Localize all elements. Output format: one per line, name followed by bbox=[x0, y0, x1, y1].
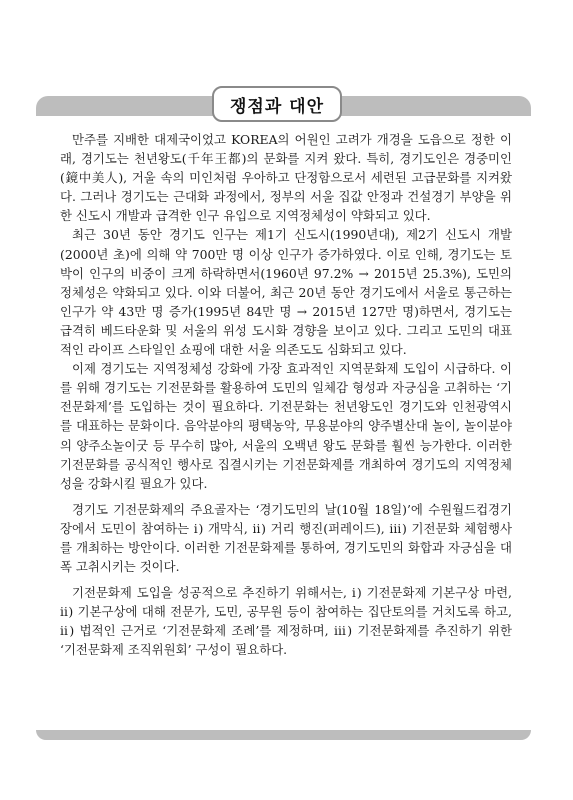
paragraph-festival-plan: 경기도 기전문화제의 주요골자는 ‘경기도민의 날(10월 18일)’에 수원월드컵경기장에서 도민이 참여하는 ⅰ) 개막식, ⅱ) 거리 행진(퍼레이드), ⅲ) 기전문화 체험행사를 개최하는 방안이다. 이러한 기전문화제를 통하여, 경기도민의 화합과 자긍심을 대폭 고취시키는 것이다. bbox=[60, 501, 512, 575]
section-footer-band bbox=[36, 730, 531, 740]
paragraph-intro: 만주를 지배한 대제국이었고 KOREA의 어원인 고려가 개경을 도읍으로 정한 이래, 경기도는 천년왕도(千年王都)의 문화를 지켜 왔다. 특히, 경기도인은 경중미인(鏡中美人), 거울 속의 미인처럼 우아하고 단정함으로서 세련된 고급문화를 지켜왔다. 그러나 경기도는 근대화 과정에서, 정부의 서울 집값 안정과 건설경기 부양을 위한 신도시 개발과 급격한 인구 유입으로 지역정체성이 약화되고 있다. bbox=[60, 132, 512, 224]
paragraph-proposal: 이제 경기도는 지역정체성 강화에 가장 효과적인 지역문화제 도입이 시급하다. 이를 위해 경기도는 기전문화를 활용하여 도민의 일체감 형성과 자긍심을 고취하는 ‘기전문화제’를 도입하는 것이 필요하다. 기전문화는 천년왕도인 경기도와 인천광역시를 대표하는 문화이다. 음악분야의 평택농악, 무용분야의 양주별산대 놀이, 놀이분야의 양주소놀이굿 등 무수히 많아, 서울의 오백년 왕도 문화를 훨씬 능가한다. 이러한 기전문화를 공식적인 행사로 집결시키는 기전문화제를 개최하여 경기도의 지역정체성을 강화시킬 필요가 있다. bbox=[60, 361, 512, 491]
body-text bbox=[60, 130, 512, 660]
paragraph-implementation: 기전문화제 도입을 성공적으로 추진하기 위해서는, ⅰ) 기전문화제 기본구상 마련, ⅱ) 기본구상에 대해 전문가, 도민, 공무원 등이 참여하는 집단토의를 거치도록 하고, ⅱ) 법적인 근거로 ‘기전문화제 조례’를 제정하며, ⅲ) 기전문화제를 추진하기 위한 ‘기전문화제 조직위원회’ 구성이 필요하다. bbox=[60, 585, 512, 658]
section-title: 쟁점과 대안 bbox=[212, 86, 342, 122]
paragraph-population: 최근 30년 동안 경기도 인구는 제1기 신도시(1990년대), 제2기 신도시 개발(2000년 초)에 의해 약 700만 명 이상 인구가 증가하였다. 이로 인해, 경기도는 토박이 인구의 비중이 크게 하락하면서(1960년 97.2% → 2015년 25.3%), 도민의 정체성은 약화되고 있다. 이와 더불어, 최근 20년 동안 경기도에서 서울로 통근하는 인구가 약 43만 명 증가(1995년 84만 명 → 2015년 127만 명)하면서, 경기도는 급격히 베드타운화 및 서울의 위성 도시화 경향을 보이고 있다. 그리고 도민의 대표적인 라이프 스타일인 쇼핑에 대한 서울 의존도도 심화되고 있다. bbox=[60, 227, 512, 358]
